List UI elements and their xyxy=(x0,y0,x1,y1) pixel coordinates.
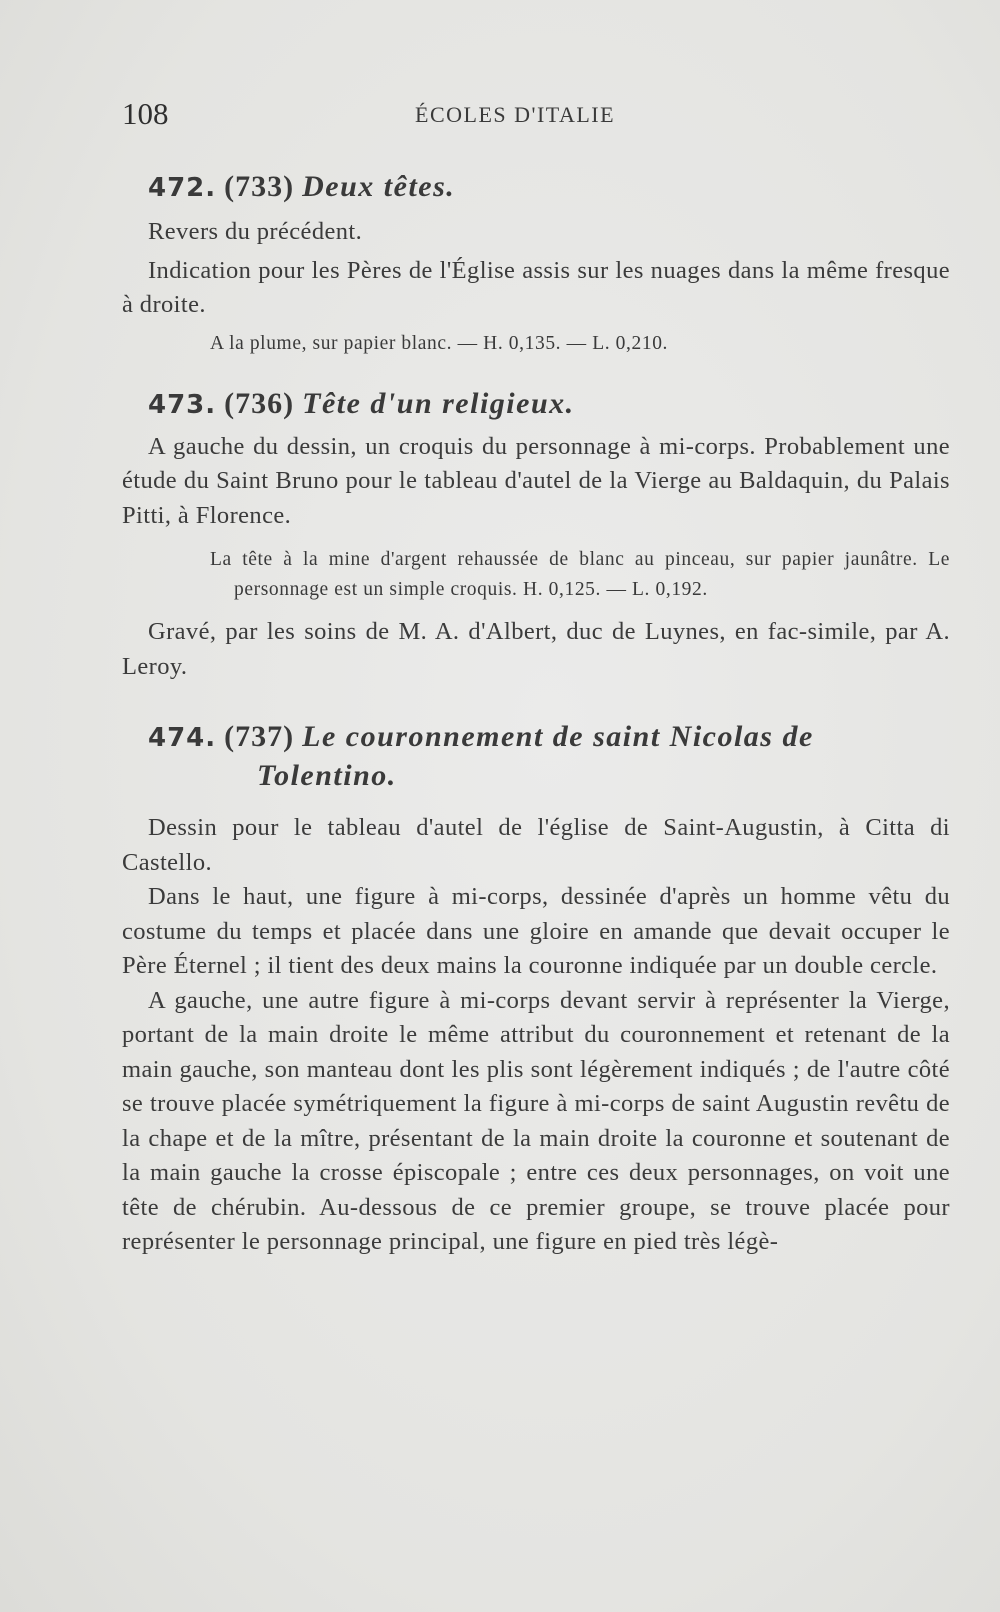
entry-title: Le couronnement de saint Nicolas de Tolentino. xyxy=(257,720,814,792)
entry-paragraph: Dessin pour le tableau d'autel de l'église de Saint-Augustin, à Citta di Castello. xyxy=(122,814,950,876)
entry-heading xyxy=(122,718,950,795)
entry-heading xyxy=(122,168,950,207)
entry-heading xyxy=(122,385,950,424)
technique-note: La tête à la mine d'argent rehaussée de blanc au pinceau, sur papier jaunâtre. Le personnage est un simple croquis. H. 0,125. — L. 0,192. xyxy=(210,549,950,600)
entry-paragraph: Indication pour les Pères de l'Église assis sur les nuages dans la même fresque à droite. xyxy=(122,256,950,318)
entry-paragraph: A gauche, une autre figure à mi-corps devant servir à représenter la Vierge, portant de la main droite le même attribut du couronnement et retenant de la main gauche, son manteau dont les plis sont légèrement indiqués ; de l'autre côté se trouve placée symétriquement la figure à mi-corps de saint Augustin revêtu de la chape et de la mître, présentant de la main droite la couronne et soutenant de la main gauche la crosse épiscopale ; entre ces deux personnages, on voit une tête de chérubin. Au-dessous de ce premier groupe, se trouve placée pour représenter le personnage principal, une figure en pied très légè- xyxy=(122,986,950,1255)
entry-reference: (737) xyxy=(224,720,295,753)
page-number: 108 xyxy=(122,96,169,131)
page-header xyxy=(0,96,1000,136)
entry-paragraph: Revers du précédent. xyxy=(148,218,363,245)
entry-title: Deux têtes. xyxy=(302,170,456,203)
catalogue-entry-473 xyxy=(122,385,950,685)
entry-number: 473. xyxy=(148,389,217,420)
engraving-note: Gravé, par les soins de M. A. d'Albert, duc de Luynes, en fac-simile, par A. Leroy. xyxy=(122,618,950,680)
entry-reference: (736) xyxy=(224,386,295,420)
entry-reference: (733) xyxy=(224,170,295,203)
running-title: ÉCOLES D'ITALIE xyxy=(415,102,616,127)
entry-number: 472. xyxy=(148,173,217,203)
entry-paragraph: Dans le haut, une figure à mi-corps, dessinée d'après un homme vêtu du costume du temps et placée dans une gloire en amande que devait occuper le Père Éternel ; il tient des deux mains la couronne indiquée par un double cercle. xyxy=(122,883,950,979)
catalogue-entry-474 xyxy=(122,718,950,1260)
technique-note: A la plume, sur papier blanc. — H. 0,135. — L. 0,210. xyxy=(210,332,669,354)
entry-paragraph: A gauche du dessin, un croquis du personnage à mi-corps. Probablement une étude du Saint Bruno pour le tableau d'autel de la Vierge au Baldaquin, du Palais Pitti, à Florence. xyxy=(122,432,950,529)
page-body xyxy=(122,168,950,1260)
catalogue-entry-472 xyxy=(122,168,950,359)
entry-title: Tête d'un religieux. xyxy=(302,386,575,420)
entry-number: 474. xyxy=(148,723,217,753)
